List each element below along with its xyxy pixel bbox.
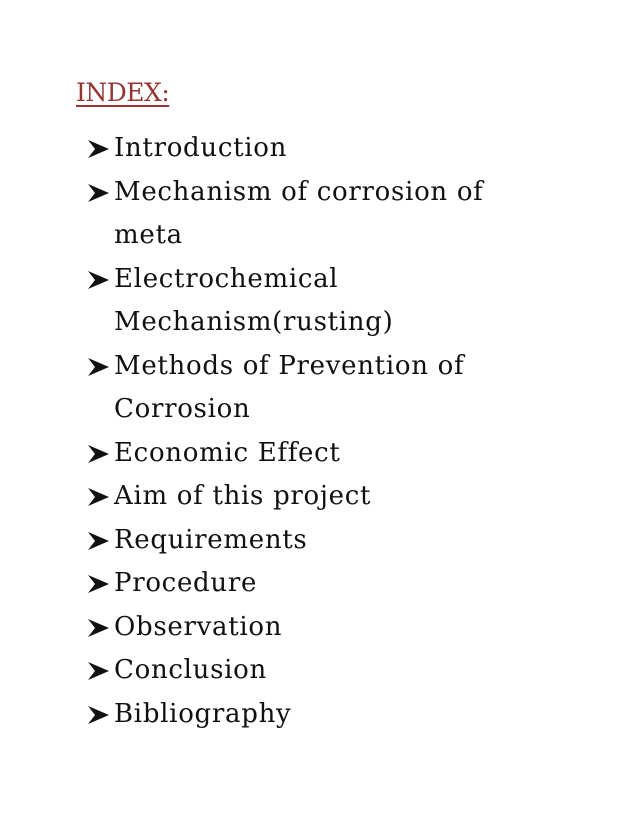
index-item-text: Economic Effect bbox=[114, 437, 341, 468]
arrowhead-bullet-icon bbox=[88, 432, 112, 476]
index-item-text: Observation bbox=[114, 611, 283, 642]
index-item-text: Introduction bbox=[114, 133, 288, 163]
arrowhead-bullet-icon bbox=[88, 171, 112, 215]
arrowhead-bullet-icon bbox=[88, 127, 112, 171]
index-item-text: Conclusion bbox=[114, 655, 267, 685]
index-item-text: Mechanism of corrosion of meta bbox=[114, 176, 484, 250]
index-list-item bbox=[86, 606, 556, 650]
index-item-text: Procedure bbox=[114, 568, 258, 598]
index-list-item bbox=[86, 345, 556, 432]
index-list-item bbox=[86, 693, 556, 737]
index-list-item bbox=[86, 649, 556, 693]
index-list bbox=[86, 127, 556, 736]
index-list-item bbox=[86, 258, 556, 345]
index-item-text: Electrochemical Mechanism(rusting) bbox=[114, 263, 394, 337]
index-item-text: Methods of Prevention of Corrosion bbox=[114, 350, 465, 424]
arrowhead-bullet-icon bbox=[88, 475, 112, 519]
arrowhead-bullet-icon bbox=[88, 258, 112, 302]
arrowhead-bullet-icon bbox=[88, 562, 112, 606]
index-list-item bbox=[86, 475, 556, 519]
arrowhead-bullet-icon bbox=[88, 693, 112, 737]
index-list-item bbox=[86, 432, 556, 476]
index-heading: INDEX: bbox=[76, 78, 170, 107]
index-item-text: Requirements bbox=[114, 524, 308, 555]
index-list-item bbox=[86, 562, 556, 606]
arrowhead-bullet-icon bbox=[88, 519, 112, 563]
index-list-item bbox=[86, 127, 556, 171]
arrowhead-bullet-icon bbox=[88, 345, 112, 389]
arrowhead-bullet-icon bbox=[88, 606, 112, 650]
arrowhead-bullet-icon bbox=[88, 649, 112, 693]
index-list-item bbox=[86, 519, 556, 563]
index-item-text: Aim of this project bbox=[114, 481, 372, 511]
index-list-item bbox=[86, 171, 556, 258]
index-item-text: Bibliography bbox=[114, 698, 292, 729]
